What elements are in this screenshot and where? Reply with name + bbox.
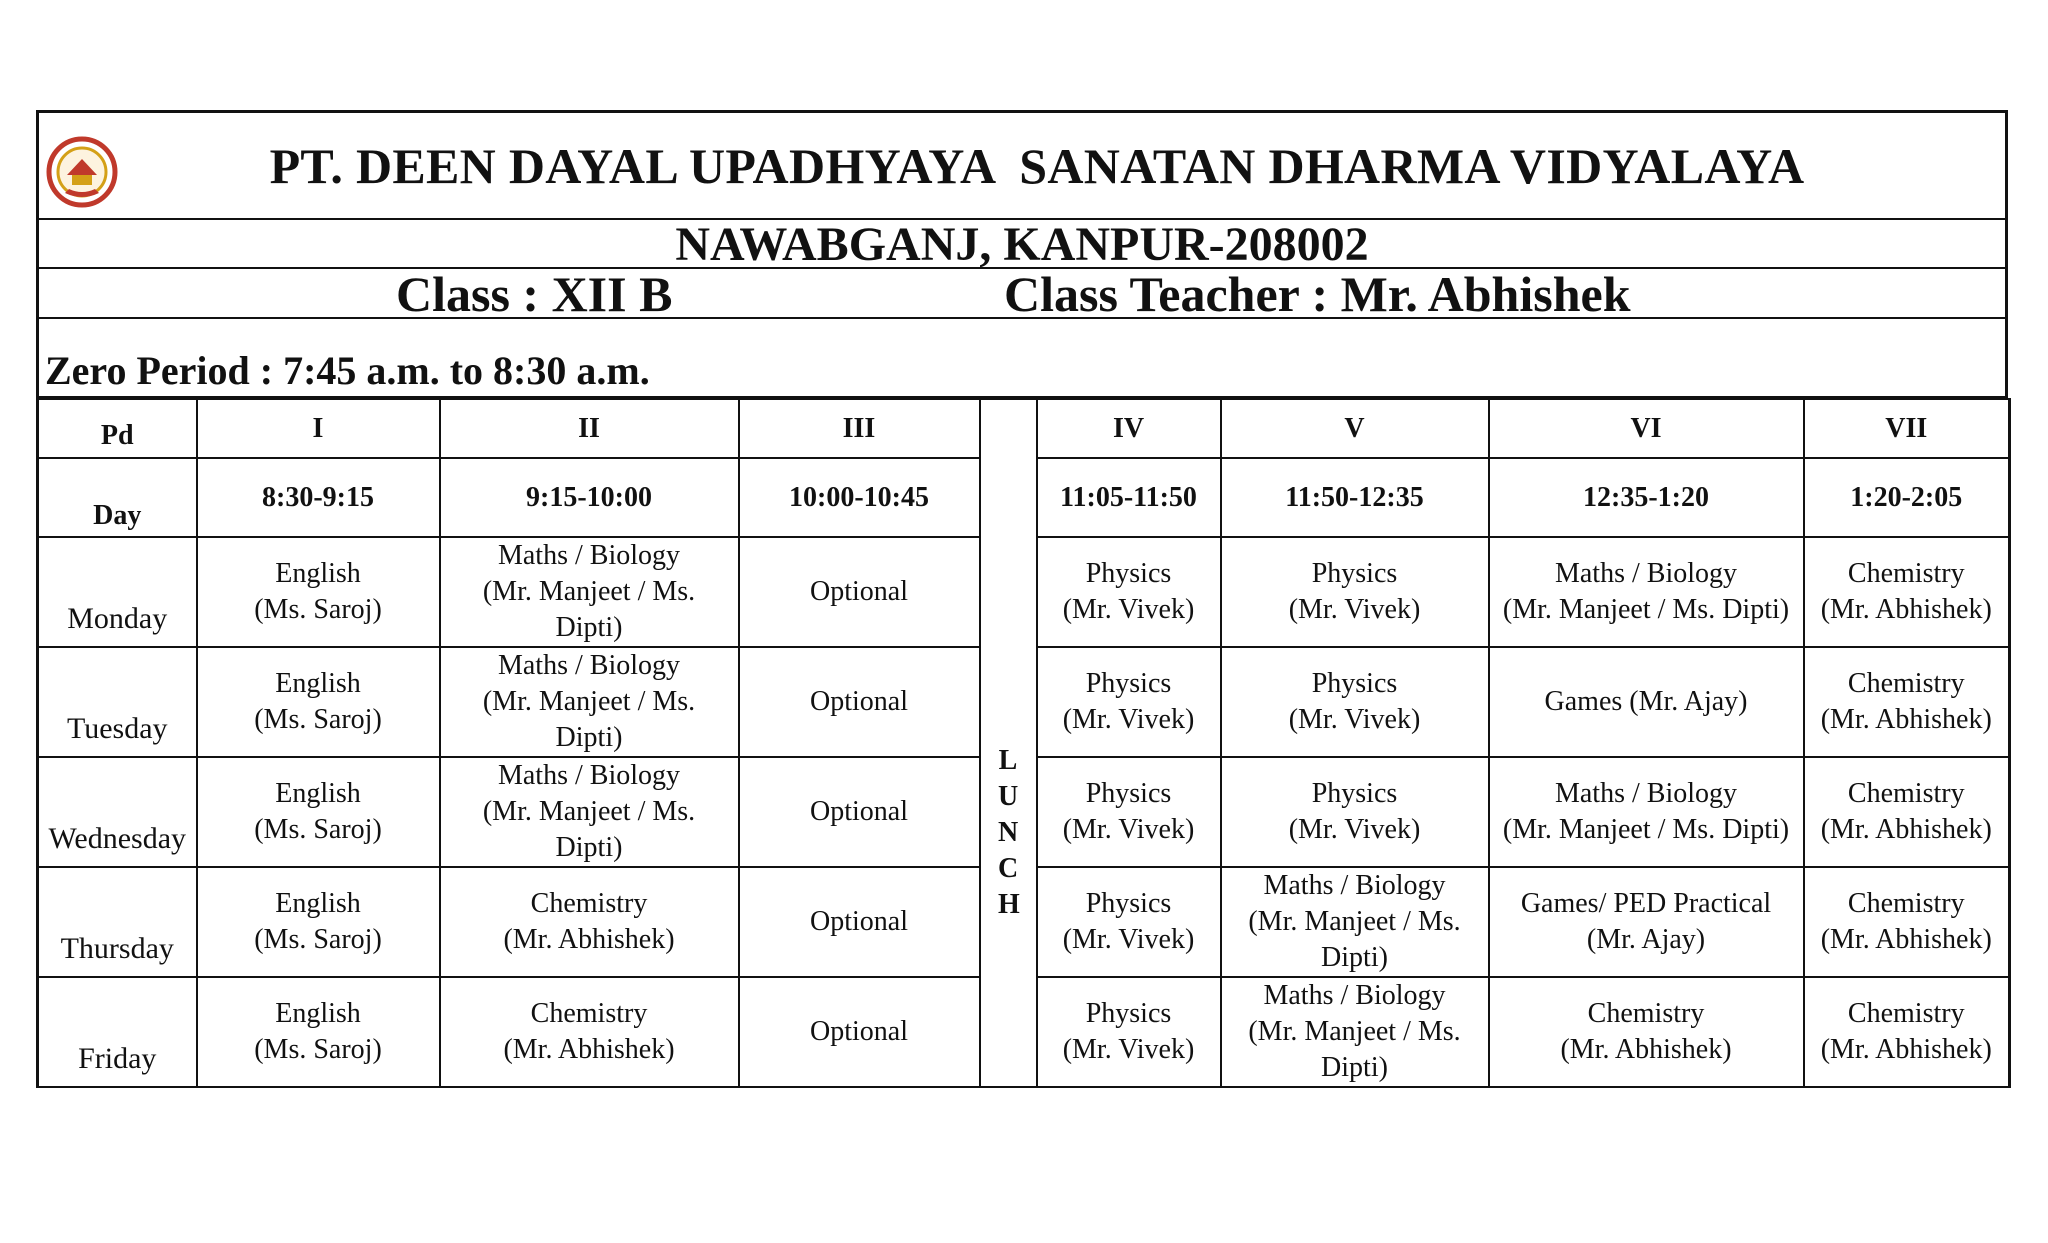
schedule-cell: Physics (Mr. Vivek) [1221,757,1489,867]
schedule-cell: English (Ms. Saroj) [197,647,440,757]
time-header: 10:00-10:45 [739,458,980,537]
time-header: 12:35-1:20 [1489,458,1804,537]
schedule-cell: Optional [739,867,980,977]
schedule-cell: Games (Mr. Ajay) [1489,647,1804,757]
schedule-cell: Optional [739,757,980,867]
class-info-row [36,266,2008,322]
schedule-cell: Optional [739,647,980,757]
schedule-cell: English (Ms. Saroj) [197,537,440,647]
time-header: 9:15-10:00 [440,458,739,537]
schedule-cell: Maths / Biology (Mr. Manjeet / Ms. Dipti) [1221,977,1489,1087]
schedule-cell: Optional [739,537,980,647]
schedule-cell: Chemistry (Mr. Abhishek) [440,977,739,1087]
zero-period-label: Zero Period : 7:45 a.m. to 8:30 a.m. [45,348,650,393]
class-label: Class : XII B [396,266,673,322]
day-cell: Friday [38,977,197,1087]
schedule-cell: Physics (Mr. Vivek) [1037,757,1221,867]
schedule-cell: Physics (Mr. Vivek) [1221,537,1489,647]
schedule-cell: Chemistry (Mr. Abhishek) [1804,537,2010,647]
schedule-cell: Maths / Biology (Mr. Manjeet / Ms. Dipti) [1489,757,1804,867]
day-cell: Monday [38,537,197,647]
schedule-cell: Maths / Biology (Mr. Manjeet / Ms. Dipti) [1221,867,1489,977]
period-header: IV [1037,399,1221,458]
schedule-cell: Chemistry (Mr. Abhishek) [440,867,739,977]
schedule-cell: Physics (Mr. Vivek) [1037,977,1221,1087]
time-header: 11:50-12:35 [1221,458,1489,537]
schedule-cell: Physics (Mr. Vivek) [1037,647,1221,757]
period-header: VII [1804,399,2010,458]
zero-period-row [36,319,2008,398]
schedule-cell: Chemistry (Mr. Abhishek) [1804,867,2010,977]
day-header-cell: Day [38,458,197,537]
period-header: II [440,399,739,458]
time-header: 11:05-11:50 [1037,458,1221,537]
schedule-cell: Chemistry (Mr. Abhishek) [1804,647,2010,757]
schedule-cell: Chemistry (Mr. Abhishek) [1804,757,2010,867]
school-name: PT. DEEN DAYAL UPADHYAYA SANATAN DHARMA VIDYALAYA [269,137,1805,194]
schedule-cell: Maths / Biology (Mr. Manjeet / Ms. Dipti) [440,757,739,867]
schedule-cell: Optional [739,977,980,1087]
day-cell: Thursday [38,867,197,977]
class-teacher-label: Class Teacher : Mr. Abhishek [1004,266,1631,322]
schedule-cell: Maths / Biology (Mr. Manjeet / Ms. Dipti) [440,647,739,757]
day-cell: Wednesday [38,757,197,867]
schedule-cell: Physics (Mr. Vivek) [1037,537,1221,647]
schedule-cell: Physics (Mr. Vivek) [1037,867,1221,977]
schedule-cell: Chemistry (Mr. Abhishek) [1804,977,2010,1087]
period-header-row [38,399,2010,458]
period-header: VI [1489,399,1804,458]
school-address: NAWABGANJ, KANPUR-208002 [36,220,2008,269]
time-header: 8:30-9:15 [197,458,440,537]
schedule-cell: Maths / Biology (Mr. Manjeet / Ms. Dipti) [440,537,739,647]
period-header: I [197,399,440,458]
schedule-cell: English (Ms. Saroj) [197,977,440,1087]
period-header: V [1221,399,1489,458]
lunch-column [980,399,1037,1087]
lunch-label: LUNCH [998,745,1020,920]
time-header: 1:20-2:05 [1804,458,2010,537]
schedule-cell: Maths / Biology (Mr. Manjeet / Ms. Dipti) [1489,537,1804,647]
day-cell: Tuesday [38,647,197,757]
pd-header-cell: Pd [38,399,197,458]
title-row [36,110,2008,220]
schedule-cell: English (Ms. Saroj) [197,867,440,977]
timetable-grid [36,398,2011,1088]
timetable-sheet [36,110,2008,1088]
schedule-cell: Chemistry (Mr. Abhishek) [1489,977,1804,1087]
schedule-cell: English (Ms. Saroj) [197,757,440,867]
schedule-cell: Games/ PED Practical (Mr. Ajay) [1489,867,1804,977]
schedule-cell: Physics (Mr. Vivek) [1221,647,1489,757]
school-crest-icon [45,135,119,209]
period-header: III [739,399,980,458]
